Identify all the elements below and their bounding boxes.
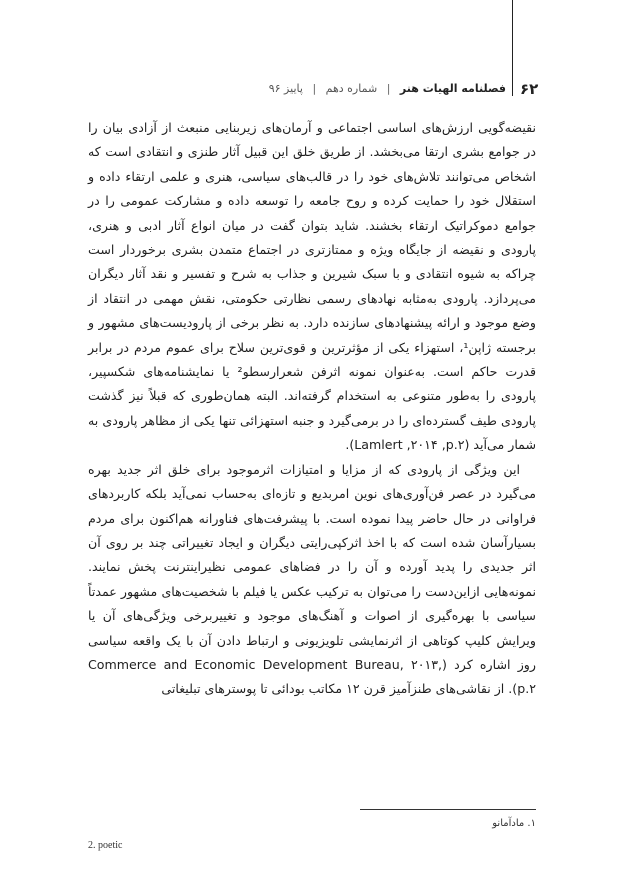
text-line: Bureau, ۲۰۱۳, p.۲). از نقاشی‌های طنزآمیز قرن ۱۲ مکاتب بودائی تا پوسترهای تبلیغاتی xyxy=(161,656,536,697)
text-line: شکسپیر، پارودی را به‌طور متنوعی به استخدام گرفته‌اند. البته همان‌طوری که قبلاً نیز xyxy=(88,364,536,404)
season-label: پاییز ۹۶ xyxy=(268,82,303,95)
text-line: را حمایت کرده و روح جامعه را توسعه داده و مشارکت عمومی را در جوامع دموکراتیک ارتقاء xyxy=(88,193,536,233)
running-head xyxy=(269,82,506,95)
text-line: نقیضه‌گویی ارزش‌های اساسی اجتماعی و آرمان‌های زیربنایی منبعث از آزادی بیان را در xyxy=(88,120,536,160)
paragraph-2 xyxy=(88,458,536,702)
text-line: عموم مردم در برابر قدرت حاکم است. به‌عنوان نمونه اثرفن شعرارسطو² یا نمایشنامه‌های xyxy=(88,339,536,380)
paragraph-1 xyxy=(88,116,536,458)
text-line: عکس یا فیلم با شخصیت‌های مشهور عمدتاً سیاسی با بهره‌گیری از اصوات و آهنگ‌های xyxy=(88,583,536,624)
text-line: حاضر پیدا نموده است. با پیشرفت‌های فناورانه هم‌اکنون برای مردم بسیارآسان شده است xyxy=(88,510,536,550)
journal-title: فصلنامه الهیات هنر xyxy=(399,82,506,95)
text-line: که با اخذ اثرکپی‌رایتی دیگران و ایجاد تغییراتی چند بر روی آن اثر جدیدی را پدید آورده و آن xyxy=(88,534,536,575)
text-line: حکومتی، نقش مهمی در انتقاد از وضع موجود و ارائه پیشنهادهای سازنده دارد. به نظر برخی xyxy=(88,290,536,331)
text-line: می‌توانند تلاش‌های خود را در قالب‌های سیاسی، هنری و علمی ارتقاء داده و استقلال خود xyxy=(88,168,537,209)
header-separator: | xyxy=(386,82,391,95)
footnote-rule xyxy=(360,809,536,810)
text-line: این ویژگی از پارودی که از مزایا و امتیازات اثرموجود برای خلق اثر جدید بهره می‌گیرد در xyxy=(88,461,537,502)
text-line: از پارودیست‌های مشهور و برجسته ژاپن¹، استهزاء یکی از مؤثرترین و قوی‌ترین سلاح برای xyxy=(88,315,536,355)
text-line: موجود و تغییربرخی ویژگی‌های آن یا ویرایش کلیپ کوتاهی از اثرنمایشی تلویزیونی و ارتباط xyxy=(88,608,536,648)
footnote-2: 2. poetic xyxy=(88,840,123,851)
issue-label: شماره دهم xyxy=(325,82,378,95)
body-text xyxy=(88,116,536,702)
text-line: ممتازتری در اجتماع متمدن بشری برخوردار است چراکه به شیوه انتقادی و با سبک شیرین xyxy=(88,242,536,282)
text-line: جوامع بشری ارتقا می‌بخشد. از طریق خلق این قبیل آثار طنزی و انتقادی است که اشخاص xyxy=(88,144,536,184)
header-vertical-rule xyxy=(512,0,513,96)
text-line: به شمار می‌آید (Lamlert ,۲۰۱۴ ,p.۲). xyxy=(88,412,536,453)
text-line: و جذاب به شرح و تفسیر و نقد آثار دیگران می‌پردازد. پارودی به‌مثابه نهادهای رسمی نظارتی xyxy=(88,266,536,306)
text-line: عصر فن‌آوری‌های نوین امربدیع و تازه‌ای به‌حساب نمی‌آید بلکه کاربردهای فراوانی در حال xyxy=(88,486,536,526)
text-line: بخشند. شاید بتوان گفت در میان انواع آثار ادبی و هنری، پارودی و نقیضه از جایگاه ویژه و xyxy=(88,217,537,258)
header-separator: | xyxy=(312,82,317,95)
footnote-1: ۱. ماد‌آمانو xyxy=(492,818,536,829)
text-line: گذشت پارودی طیف گسترده‌ای را در برمی‌گیرد و جنبه استهزائی تنها یکی از مظاهر پارودی xyxy=(88,388,536,428)
text-line: را در فضاهای عمومی نظیراینترنت پخش نمایند. نمونه‌هایی ازاین‌دست را می‌توان به ترکیب xyxy=(88,559,536,599)
page-number: ۶۲ xyxy=(520,80,539,98)
text-line: دادن آن با یک واقعه سیاسی روز اشاره کرد (Commerce and Economic Development xyxy=(88,632,536,672)
